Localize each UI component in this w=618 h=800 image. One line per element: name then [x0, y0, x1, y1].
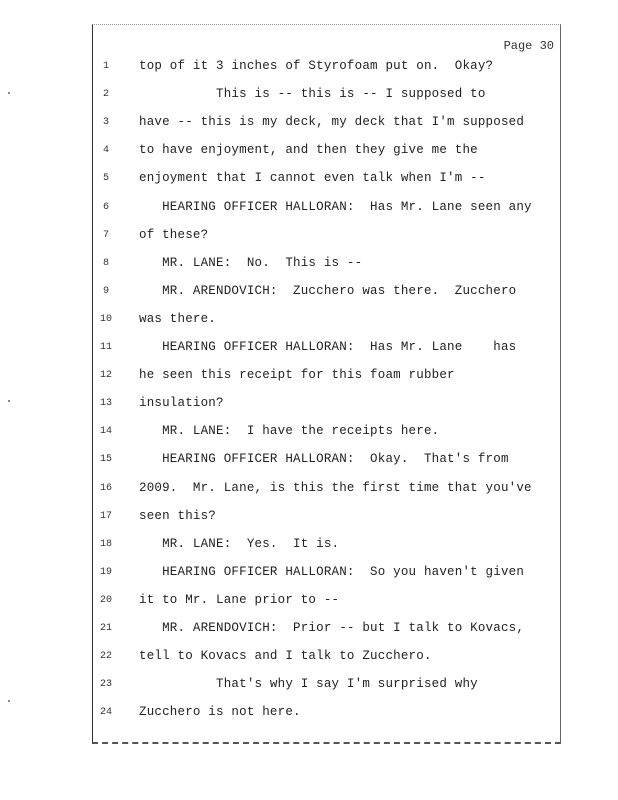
transcript-line: [93, 284, 560, 304]
line-number: 14: [99, 426, 112, 438]
line-number: 16: [99, 482, 112, 494]
line-number: 15: [99, 454, 112, 466]
transcript-line: [93, 649, 560, 669]
line-text: MR. LANE: I have the receipts here.: [139, 424, 440, 439]
line-text: have -- this is my deck, my deck that I'm supposed: [139, 115, 525, 130]
line-text: MR. LANE: No. This is --: [139, 255, 363, 270]
scan-mark: [8, 700, 10, 702]
line-number: 7: [102, 229, 109, 241]
transcript-line: [93, 143, 560, 163]
line-number: 3: [102, 117, 109, 129]
line-number: 8: [102, 257, 109, 269]
line-text: he seen this receipt for this foam rubber: [139, 368, 455, 383]
line-text: HEARING OFFICER HALLORAN: Has Mr. Lane seen any: [139, 199, 532, 214]
line-text: seen this?: [139, 508, 217, 523]
transcript-line: [93, 59, 560, 79]
transcript-line: [93, 171, 560, 191]
transcript-line: [93, 256, 560, 276]
line-number: 17: [99, 510, 112, 522]
transcript-line: [93, 115, 560, 135]
line-text: HEARING OFFICER HALLORAN: Okay. That's from: [139, 452, 509, 467]
line-text: top of it 3 inches of Styrofoam put on. Okay?: [139, 59, 494, 73]
line-number: 10: [99, 313, 112, 325]
transcript-line: [93, 481, 560, 501]
line-text: HEARING OFFICER HALLORAN: Has Mr. Lane has: [139, 340, 517, 354]
line-number: 12: [99, 370, 112, 382]
transcript-line: [93, 565, 560, 585]
line-text: enjoyment that I cannot even talk when I'm --: [139, 171, 486, 186]
transcript-line: [93, 705, 560, 725]
line-text: Zucchero is not here.: [139, 705, 301, 720]
transcript-line: [93, 424, 560, 444]
line-number: 2: [102, 89, 109, 101]
line-number: 24: [99, 707, 112, 719]
line-number: 13: [99, 398, 112, 410]
line-text: insulation?: [139, 396, 224, 411]
line-text: HEARING OFFICER HALLORAN: So you haven't given: [139, 564, 525, 579]
line-text: of these?: [139, 227, 209, 242]
transcript-line: [93, 312, 560, 332]
transcript-line: [93, 452, 560, 472]
line-number: 9: [102, 285, 109, 297]
line-text: That's why I say I'm surprised why: [139, 677, 478, 692]
transcript-line: [93, 677, 560, 697]
line-number: 22: [99, 651, 112, 663]
transcript-line: [93, 537, 560, 557]
scan-mark: [8, 400, 10, 402]
transcript-line: [93, 200, 560, 220]
line-number: 5: [102, 173, 109, 185]
scan-mark: [8, 92, 10, 94]
line-number: 4: [102, 145, 109, 157]
transcript-line: [93, 228, 560, 248]
page-number: Page 30: [503, 39, 554, 53]
transcript-line: [93, 621, 560, 641]
transcript-line: [93, 368, 560, 388]
line-number: 21: [99, 623, 112, 634]
line-text: to have enjoyment, and then they give me the: [139, 143, 478, 158]
transcript-line: [93, 593, 560, 613]
transcript-page: [92, 24, 561, 744]
transcript-line: [93, 509, 560, 529]
line-text: This is -- this is -- I supposed to: [139, 87, 486, 102]
line-text: was there.: [139, 311, 217, 326]
line-number: 23: [99, 679, 112, 691]
transcript-line: [93, 340, 560, 360]
line-text: MR. ARENDOVICH: Prior -- but I talk to Kovacs,: [139, 621, 525, 635]
transcript-line: [93, 87, 560, 107]
transcript-line: [93, 396, 560, 416]
line-text: MR. LANE: Yes. It is.: [139, 536, 340, 551]
line-text: 2009. Mr. Lane, is this the first time that you've: [139, 480, 532, 495]
line-number: 11: [99, 342, 112, 353]
line-number: 6: [102, 201, 109, 213]
line-number: 1: [102, 61, 109, 72]
line-number: 20: [99, 594, 112, 606]
line-number: 18: [99, 538, 112, 550]
line-text: tell to Kovacs and I talk to Zucchero.: [139, 649, 432, 664]
line-number: 19: [99, 566, 112, 578]
line-text: it to Mr. Lane prior to --: [139, 592, 340, 607]
line-text: MR. ARENDOVICH: Zucchero was there. Zucchero: [139, 283, 517, 298]
